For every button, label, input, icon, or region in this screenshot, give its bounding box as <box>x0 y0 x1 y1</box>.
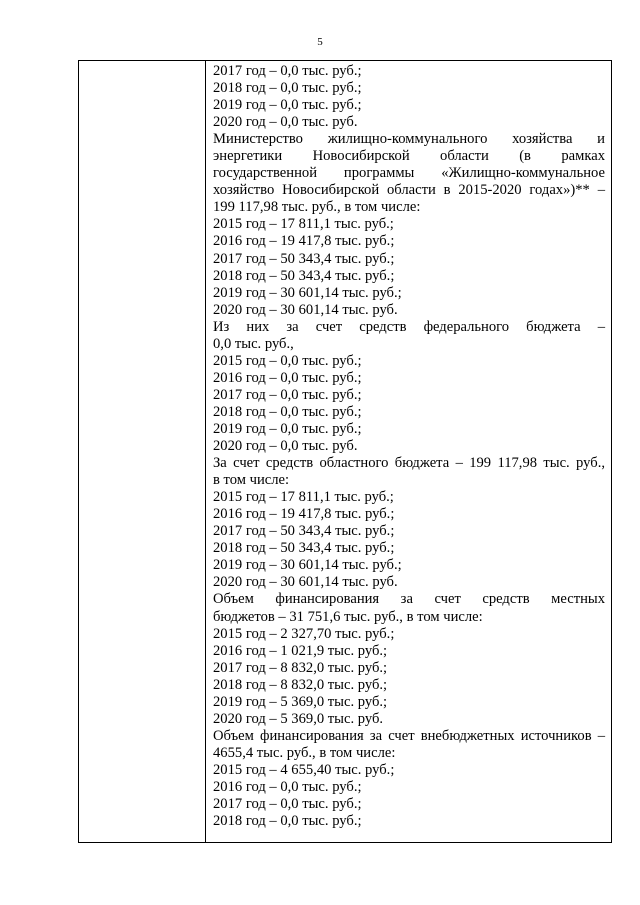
text-line: 2020 год – 30 601,14 тыс. руб. <box>213 574 398 591</box>
text-line: в том числе: <box>213 472 290 489</box>
text-line: 2019 год – 0,0 тыс. руб.; <box>213 97 362 114</box>
page-number: 5 <box>317 36 323 48</box>
text-line: 2015 год – 0,0 тыс. руб.; <box>213 352 362 369</box>
text-line: 4655,4 тыс. руб., в том числе: <box>213 744 396 761</box>
text-line: 2018 год – 0,0 тыс. руб.; <box>213 403 362 420</box>
text-line: государственной программы «Жилищно-коммунальное <box>213 165 605 182</box>
text-line: 2017 год – 8 832,0 тыс. руб.; <box>213 659 388 676</box>
text-line: 2020 год – 0,0 тыс. руб. <box>213 114 358 131</box>
text-line: 2017 год – 50 343,4 тыс. руб.; <box>213 250 395 267</box>
text-line: 2019 год – 30 601,14 тыс. руб.; <box>213 557 402 574</box>
column-divider <box>205 61 206 842</box>
text-line: 2015 год – 2 327,70 тыс. руб.; <box>213 625 395 642</box>
text-line: 2020 год – 5 369,0 тыс. руб. <box>213 710 384 727</box>
text-line: За счет средств областного бюджета – 199 117,98 тыс. руб., <box>213 455 605 472</box>
text-line: энергетики Новосибирской области (в рамках <box>213 148 605 165</box>
funding-table <box>78 60 612 843</box>
text-line: 2017 год – 50 343,4 тыс. руб.; <box>213 523 395 540</box>
text-line: Объем финансирования за счет внебюджетных источников – <box>213 727 605 744</box>
text-line: 2016 год – 0,0 тыс. руб.; <box>213 778 362 795</box>
text-line: 2018 год – 8 832,0 тыс. руб.; <box>213 676 388 693</box>
text-line: 199 117,98 тыс. руб., в том числе: <box>213 199 421 216</box>
text-line: 2017 год – 0,0 тыс. руб.; <box>213 386 362 403</box>
text-line: Из них за счет средств федерального бюджета – <box>213 318 605 335</box>
text-line: 2019 год – 30 601,14 тыс. руб.; <box>213 284 402 301</box>
text-line: 2019 год – 5 369,0 тыс. руб.; <box>213 693 388 710</box>
text-line: 2020 год – 30 601,14 тыс. руб. <box>213 301 398 318</box>
table-cell-right <box>213 63 605 830</box>
text-line: 2020 год – 0,0 тыс. руб. <box>213 438 358 455</box>
text-line: 2019 год – 0,0 тыс. руб.; <box>213 420 362 437</box>
text-line: 2018 год – 0,0 тыс. руб.; <box>213 813 362 830</box>
text-line: 2017 год – 0,0 тыс. руб.; <box>213 63 362 79</box>
text-line: бюджетов – 31 751,6 тыс. руб., в том числе: <box>213 608 483 625</box>
text-line: 2015 год – 4 655,40 тыс. руб.; <box>213 761 395 778</box>
text-line: Министерство жилищно-коммунального хозяйства и <box>213 131 605 148</box>
text-line: 2016 год – 19 417,8 тыс. руб.; <box>213 233 395 250</box>
text-line: хозяйство Новосибирской области в 2015-2020 годах»)** – <box>213 182 605 199</box>
text-line: 2018 год – 50 343,4 тыс. руб.; <box>213 267 395 284</box>
text-line: 2018 год – 0,0 тыс. руб.; <box>213 80 362 97</box>
text-line: 2016 год – 1 021,9 тыс. руб.; <box>213 642 388 659</box>
text-line: 2017 год – 0,0 тыс. руб.; <box>213 796 362 813</box>
text-line: 0,0 тыс. руб., <box>213 335 294 352</box>
text-line: 2015 год – 17 811,1 тыс. руб.; <box>213 489 394 506</box>
text-line: 2016 год – 0,0 тыс. руб.; <box>213 369 362 386</box>
text-line: 2018 год – 50 343,4 тыс. руб.; <box>213 540 395 557</box>
text-line: Объем финансирования за счет средств местных <box>213 591 605 608</box>
text-line: 2015 год – 17 811,1 тыс. руб.; <box>213 216 394 233</box>
text-line: 2016 год – 19 417,8 тыс. руб.; <box>213 506 395 523</box>
